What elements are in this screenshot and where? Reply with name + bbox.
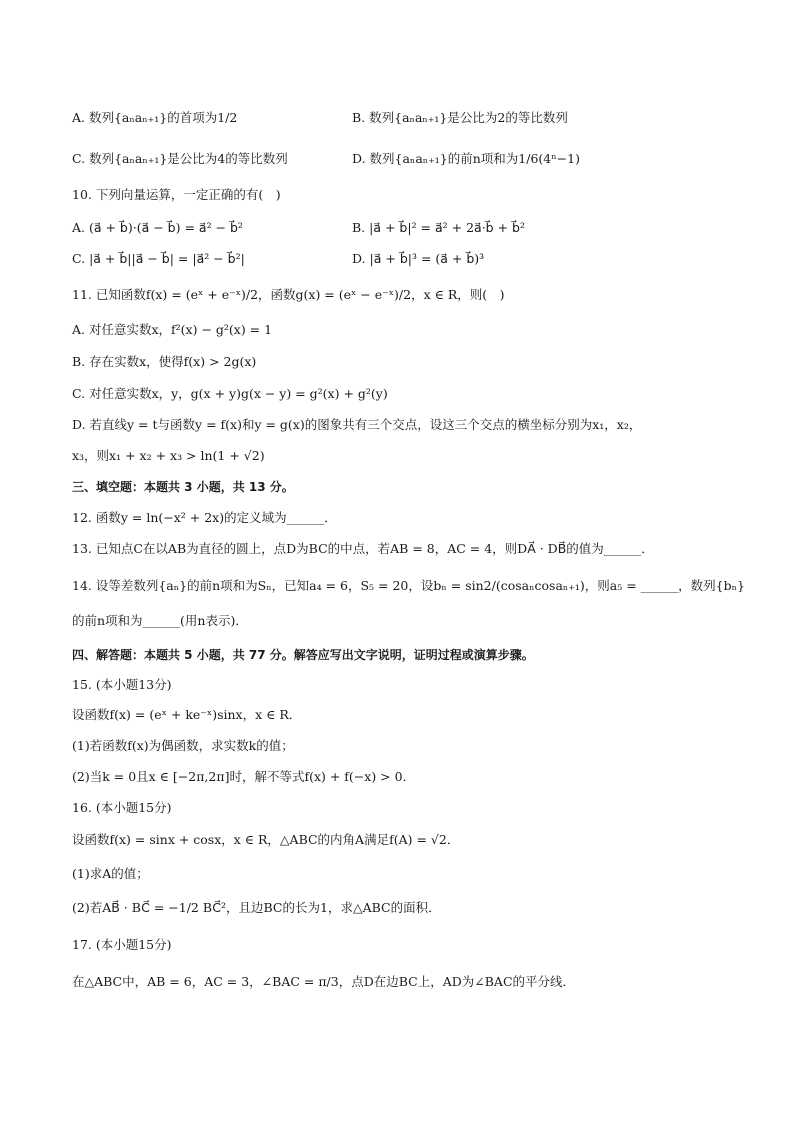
section-3-heading: 三、填空题：本题共 3 小题，共 13 分。 [72, 480, 294, 494]
q11-stem: 11. 已知函数f(x) = (eˣ + e⁻ˣ)/2，函数g(x) = (eˣ − e⁻ˣ)/2，x ∈ R，则( ) [72, 287, 505, 302]
q11-option-d-line2: x₃，则x₁ + x₂ + x₃ > ln(1 + √2) [72, 448, 265, 463]
q15-part1: (1)若函数f(x)为偶函数，求实数k的值； [72, 738, 294, 753]
q10-option-d: D. |a⃗ + b⃗|³ = (a⃗ + b⃗)³ [352, 251, 485, 266]
q9-option-a: A. 数列{aₙaₙ₊₁}的首项为1/2 [72, 110, 238, 125]
q13: 13. 已知点C在以AB为直径的圆上，点D为BC的中点，若AB = 8，AC = 4，则DA⃗ · DB⃗的值为______． [72, 541, 654, 556]
q16-part2: (2)若AB⃗ · BC⃗ = −1/2 BC⃗²，且边BC的长为1，求△ABC的面积． [72, 900, 441, 915]
q16-title: 16. (本小题15分) [72, 800, 172, 815]
q16-part1: (1)求A的值； [72, 866, 149, 881]
q10-option-b: B. |a⃗ + b⃗|² = a⃗² + 2a⃗·b⃗ + b⃗² [352, 220, 525, 235]
q11-option-b: B. 存在实数x，使得f(x) > 2g(x) [72, 354, 257, 369]
q15-stem: 设函数f(x) = (eˣ + ke⁻ˣ)sinx，x ∈ R． [72, 707, 302, 722]
q9-option-d: D. 数列{aₙaₙ₊₁}的前n项和为1/6(4ⁿ−1) [352, 151, 580, 166]
q16-stem: 设函数f(x) = sinx + cosx，x ∈ R，△ABC的内角A满足f(A) = √2． [72, 832, 460, 847]
q11-option-a: A. 对任意实数x，f²(x) − g²(x) = 1 [72, 322, 273, 337]
q10-stem: 10. 下列向量运算，一定正确的有( ) [72, 187, 281, 202]
q15-part2: (2)当k = 0且x ∈ [−2π,2π]时，解不等式f(x) + f(−x) > 0． [72, 769, 416, 784]
q14-line2: 的前n项和为______(用n表示)． [72, 613, 248, 628]
q17-stem: 在△ABC中，AB = 6，AC = 3，∠BAC = π/3，点D在边BC上，AD为∠BAC的平分线． [72, 974, 576, 989]
q10-option-c: C. |a⃗ + b⃗||a⃗ − b⃗| = |a⃗² − b⃗²| [72, 251, 245, 266]
q9-option-c: C. 数列{aₙaₙ₊₁}是公比为4的等比数列 [72, 151, 288, 166]
section-4-heading: 四、解答题：本题共 5 小题，共 77 分。解答应写出文字说明，证明过程或演算步骤。 [72, 648, 534, 662]
q17-title: 17. (本小题15分) [72, 937, 172, 952]
q9-option-b: B. 数列{aₙaₙ₊₁}是公比为2的等比数列 [352, 110, 568, 125]
q14-line1: 14. 设等差数列{aₙ}的前n项和为Sₙ，已知a₄ = 6，S₅ = 20，设bₙ = sin2/(cosaₙcosaₙ₊₁)，则a₅ = ______，数列{bₙ} [72, 578, 745, 593]
q10-option-a: A. (a⃗ + b⃗)·(a⃗ − b⃗) = a⃗² − b⃗² [72, 220, 243, 235]
q11-option-d-line1: D. 若直线y = t与函数y = f(x)和y = g(x)的图象共有三个交点，设这三个交点的横坐标分别为x₁，x₂， [72, 417, 642, 432]
q15-title: 15. (本小题13分) [72, 677, 172, 692]
q11-option-c: C. 对任意实数x，y，g(x + y)g(x − y) = g²(x) + g²(y) [72, 386, 388, 401]
q12: 12. 函数y = ln(−x² + 2x)的定义域为______． [72, 510, 337, 525]
